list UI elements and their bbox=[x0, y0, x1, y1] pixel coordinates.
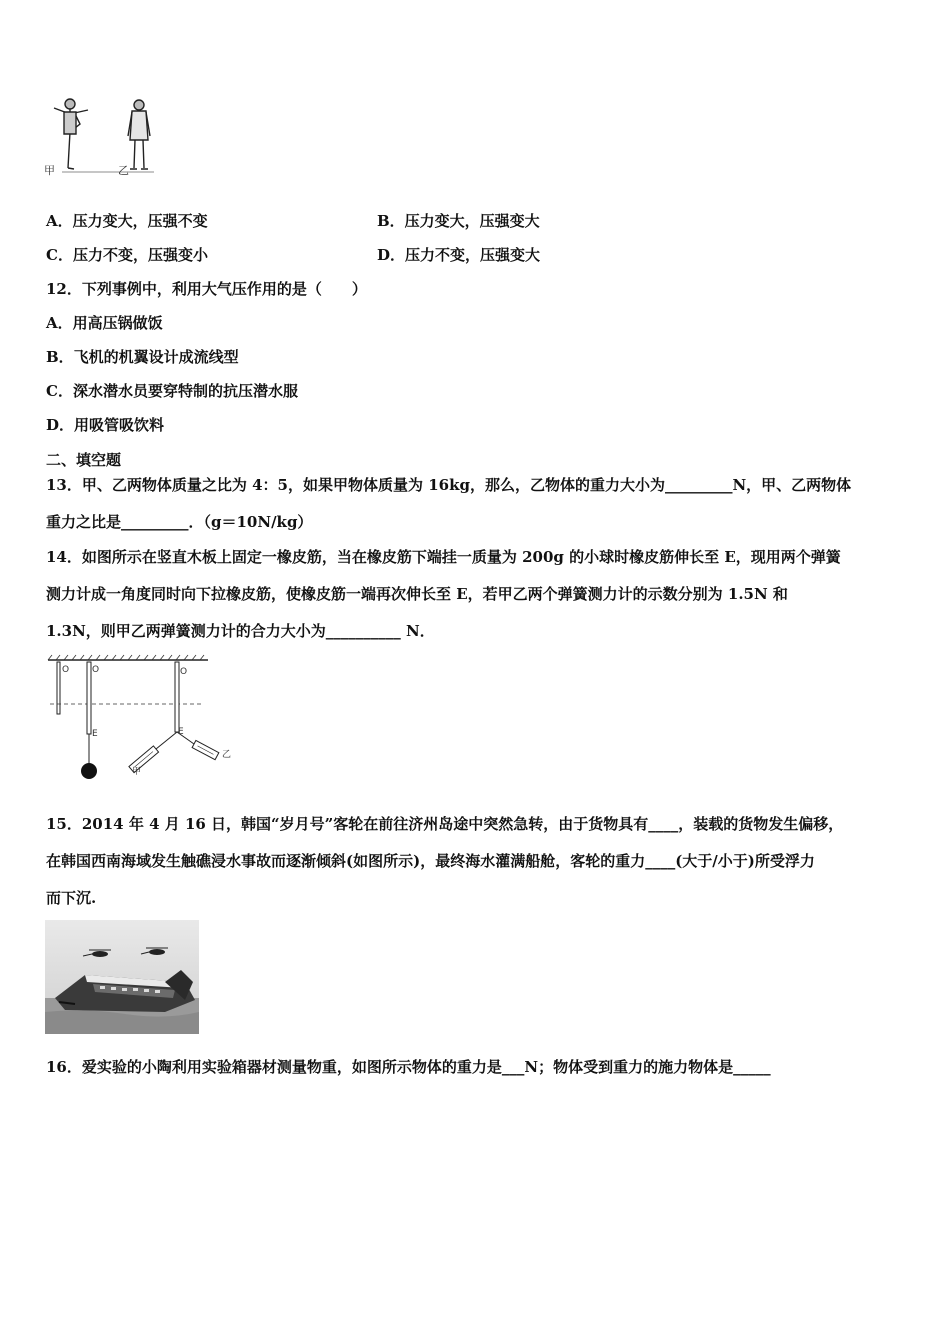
q13-line1: 13．甲、乙两物体质量之比为 4：5，如果甲物体质量为 16kg，那么，乙物体的重力大小为_________N，甲、乙两物体 bbox=[46, 476, 852, 494]
q15-line3: 而下沉. bbox=[46, 889, 97, 907]
label-yi-balance: 乙 bbox=[222, 750, 232, 760]
q12-option-a: A．用高压锅做饭 bbox=[46, 314, 163, 332]
q12-option-b: B．飞机的机翼设计成流线型 bbox=[46, 348, 239, 366]
q14-line1: 14．如图所示在竖直木板上固定一橡皮筋，当在橡皮筋下端挂一质量为 200g 的小球时橡皮筋伸长至 E，现用两个弹簧 bbox=[46, 548, 841, 566]
label-e2: E bbox=[178, 727, 184, 737]
q12-option-d: D．用吸管吸饮料 bbox=[46, 416, 165, 434]
q12-option-c: C．深水潜水员要穿特制的抗压潜水服 bbox=[46, 382, 298, 400]
q11-option-b: B．压力变大，压强变大 bbox=[377, 212, 540, 230]
figure-jia bbox=[54, 99, 88, 169]
q11-figure bbox=[42, 96, 162, 178]
figure-yi bbox=[128, 100, 150, 169]
q11-option-c: C．压力不变，压强变小 bbox=[46, 246, 208, 264]
label-o3: O bbox=[180, 667, 188, 677]
q16-line1: 16．爱实验的小陶利用实验箱器材测量物重，如图所示物体的重力是___N；物体受到重力的施力物体是_____ bbox=[46, 1058, 771, 1076]
label-o1: O bbox=[62, 665, 70, 675]
section-title: 二、填空题 bbox=[46, 451, 122, 469]
label-jia: 甲 bbox=[44, 164, 55, 177]
q15-ferry-photo bbox=[45, 920, 199, 1034]
q15-line1: 15．2014 年 4 月 16 日，韩国“岁月号”客轮在前往济州岛途中突然急转，由于货物具有____，装载的货物发生偏移， bbox=[46, 815, 844, 833]
label-e1: E bbox=[92, 729, 98, 739]
q14-line2: 测力计成一角度同时向下拉橡皮筋，使橡皮筋一端再次伸长至 E，若甲乙两个弹簧测力计的示数分别为 1.5N 和 bbox=[46, 585, 788, 603]
label-yi: 乙 bbox=[118, 164, 129, 177]
q14-figure bbox=[44, 654, 232, 779]
label-jia-balance: 甲 bbox=[132, 767, 142, 777]
q15-line2: 在韩国西南海域发生触礁浸水事故而逐渐倾斜(如图所示)，最终海水灌满船舱，客轮的重力____(大于/小于)所受浮力 bbox=[46, 852, 815, 870]
q14-line3: 1.3N，则甲乙两弹簧测力计的合力大小为__________ N． bbox=[46, 622, 435, 640]
q13-line2: 重力之比是_________．（g＝10N/kg） bbox=[46, 513, 313, 531]
q11-option-d: D．压力不变，压强变大 bbox=[377, 246, 541, 264]
q12-stem: 12．下列事例中，利用大气压作用的是（ ） bbox=[46, 280, 367, 298]
q11-option-a: A．压力变大，压强不变 bbox=[46, 212, 208, 230]
label-o2: O bbox=[92, 665, 100, 675]
